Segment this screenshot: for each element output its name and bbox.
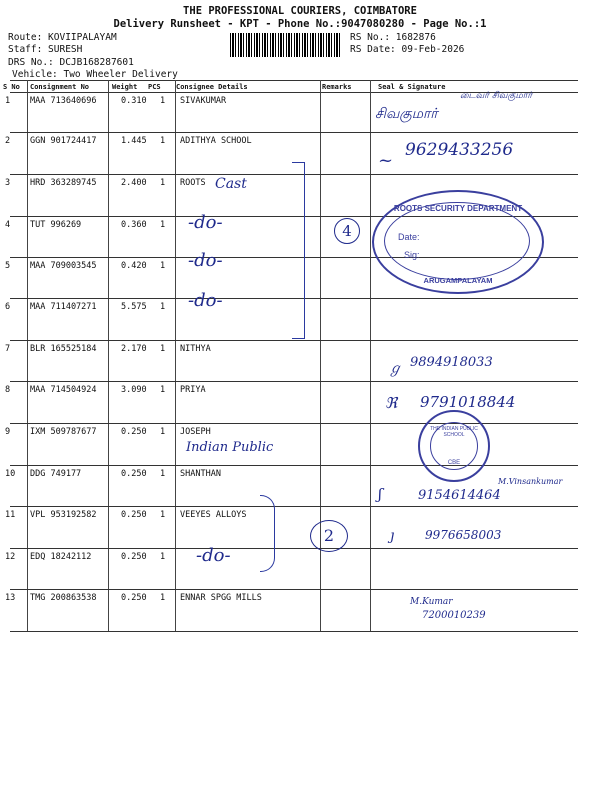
row11-signature: ȷ [390,528,395,544]
cell-weight: 0.420 [121,261,147,271]
cell-sno: 9 [5,427,11,437]
cell-sno: 11 [5,510,16,520]
vehicle-label: Vehicle: Two Wheeler Delivery [12,69,178,80]
row-divider [10,465,578,466]
table-top-rule [10,80,578,81]
stamp-top-text: ROOTS SECURITY DEPARTMENT [393,204,523,213]
runsheet-subtitle: Delivery Runsheet - KPT - Phone No.:9047080280 - Page No.:1 [113,18,487,30]
cell-sno: 3 [5,178,11,188]
cell-consignment: MAA 713640696 [30,96,97,106]
col-weight: Weight [112,83,138,91]
seal-bottom-text: CBE [447,460,461,466]
cell-consignment: EDQ 18242112 [30,552,92,562]
cell-consignee: ROOTS [180,178,206,188]
row7-phone: 9894918033 [410,355,493,370]
cell-pcs: 1 [160,344,166,354]
row7-signature: ℊ [388,361,402,377]
col-pcs: PCS [148,83,161,91]
row9-note: Indian Public [186,440,274,455]
cell-consignee: PRIYA [180,385,206,395]
group-bracket-bottom [260,495,275,572]
ditto-row4: -do- [188,212,223,233]
cell-weight: 0.360 [121,220,147,230]
circled-count-2: 2 [310,520,348,552]
cell-pcs: 1 [160,469,166,479]
cell-consignee: JOSEPH [180,427,211,437]
cell-consignment: TUT 996269 [30,220,82,230]
cell-weight: 5.575 [121,302,147,312]
company-title: THE PROFESSIONAL COURIERS, COIMBATORE [183,5,417,17]
cell-consignment: HRD 363289745 [30,178,97,188]
cell-consignee: SIVAKUMAR [180,96,227,106]
cell-consignment: MAA 714504924 [30,385,97,395]
cell-sno: 12 [5,552,16,562]
row8-phone: 9791018844 [420,393,516,411]
drs-number: DRS No.: DCJB168287601 [8,57,134,68]
row11-phone: 9976658003 [425,528,502,542]
col-sno: S No [3,83,20,91]
row-divider [10,423,578,424]
cell-consignment: IXM 509787677 [30,427,97,437]
row3-note: Cast [215,176,247,192]
group-bracket-top [292,162,305,339]
row-divider [10,631,578,632]
cell-sno: 1 [5,96,11,106]
route-label: Route: KOVIIPALAYAM [8,32,117,43]
cell-pcs: 1 [160,178,166,188]
cell-weight: 2.170 [121,344,147,354]
rs-number: RS No.: 1682876 [350,32,436,43]
row1-signature: சிவகுமார் [375,106,438,122]
ditto-row5: -do- [188,250,223,271]
cell-weight: 0.250 [121,552,147,562]
cell-sno: 5 [5,261,11,271]
cell-pcs: 1 [160,593,166,603]
cell-pcs: 1 [160,96,166,106]
cell-consignee: SHANTHAN [180,469,221,479]
cell-consignee: ENNAR SPGG MILLS [180,593,262,603]
barcode [230,33,342,57]
row-divider [10,548,578,549]
col-divider [370,80,371,632]
stamp-sig-label: Sig: [404,250,420,260]
col-divider [175,80,176,632]
cell-sno: 13 [5,593,16,603]
staff-label: Staff: SURESH [8,44,83,55]
cell-weight: 0.250 [121,510,147,520]
cell-consignment: MAA 709003545 [30,261,97,271]
cell-pcs: 1 [160,220,166,230]
row-divider [10,381,578,382]
col-consignment: Consignment No [30,83,90,91]
row13-phone: 7200010239 [422,610,486,621]
col-consignee: Consignee Details [176,83,248,91]
cell-sno: 7 [5,344,11,354]
cell-weight: 1.445 [121,136,147,146]
cell-sno: 2 [5,136,11,146]
cell-sno: 8 [5,385,11,395]
cell-consignment: MAA 711407271 [30,302,97,312]
roots-security-stamp [372,190,544,294]
cell-pcs: 1 [160,552,166,562]
row10-signature: ʃ [378,485,383,503]
cell-weight: 0.310 [121,96,147,106]
row-divider [10,506,578,507]
cell-weight: 0.250 [121,593,147,603]
ditto-row6: -do- [188,290,223,311]
cell-weight: 3.090 [121,385,147,395]
cell-pcs: 1 [160,510,166,520]
col-divider [108,80,109,632]
cell-sno: 6 [5,302,11,312]
cell-consignment: VPL 953192582 [30,510,97,520]
row-divider [10,589,578,590]
row2-phone: 9629433256 [405,140,514,160]
ditto-row12: -do- [196,545,231,566]
cell-consignee: NITHYA [180,344,211,354]
school-seal [418,410,490,482]
cell-pcs: 1 [160,427,166,437]
cell-weight: 0.250 [121,427,147,437]
row-divider [10,132,578,133]
col-divider [27,80,28,632]
row1-note: டைவர் சிவகுமார் [460,91,533,101]
row2-signature: ~ [378,150,394,171]
cell-sno: 4 [5,220,11,230]
cell-consignee: VEEYES ALLOYS [180,510,247,520]
stamp-date-label: Date: [398,232,420,242]
cell-weight: 2.400 [121,178,147,188]
cell-consignment: TMG 200863538 [30,593,97,603]
stamp-bottom-text: ARUGAMPALAYAM [423,276,493,285]
cell-sno: 10 [5,469,16,479]
cell-consignment: DDG 749177 [30,469,82,479]
seal-top-text: THE INDIAN PUBLIC SCHOOL [430,426,478,438]
cell-weight: 0.250 [121,469,147,479]
cell-pcs: 1 [160,261,166,271]
row-divider [10,340,578,341]
cell-consignee: ADITHYA SCHOOL [180,136,252,146]
cell-pcs: 1 [160,302,166,312]
row13-name: M.Kumar [410,597,453,607]
circled-count-4: 4 [334,218,360,244]
col-remarks: Remarks [322,83,352,91]
rs-date: RS Date: 09-Feb-2026 [350,44,465,55]
cell-consignment: GGN 901724417 [30,136,97,146]
cell-pcs: 1 [160,385,166,395]
row8-signature: ℜ [385,394,398,412]
cell-pcs: 1 [160,136,166,146]
col-seal: Seal & Signature [378,83,446,91]
row10-name: M.Vinsankumar [498,477,563,486]
row10-phone: 9154614464 [418,488,501,503]
cell-consignment: BLR 165525184 [30,344,97,354]
